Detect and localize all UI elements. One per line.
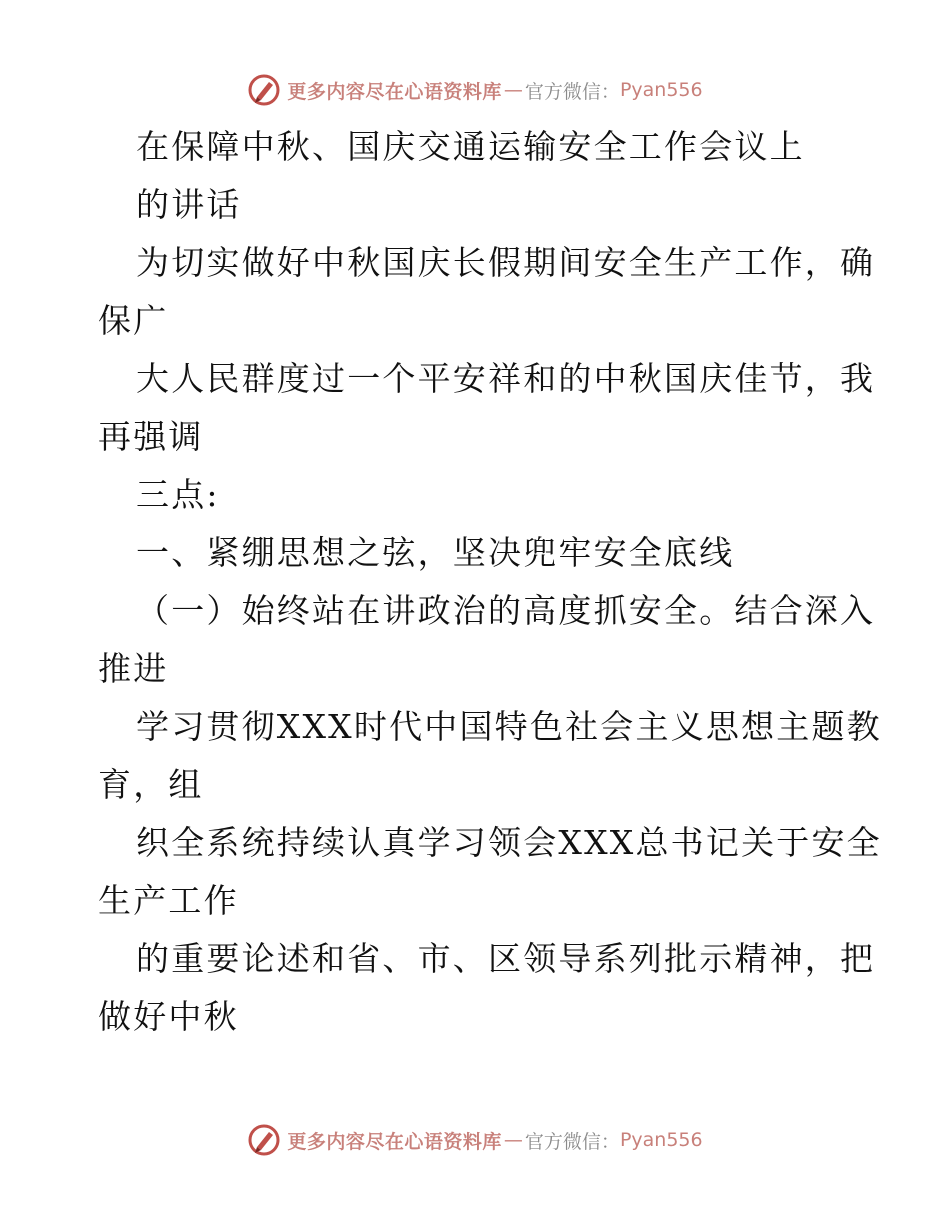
watermark-id: Pyan556 [619,79,703,101]
text-line: 再强调 [98,417,204,456]
footer-watermark [0,1120,950,1160]
text-line: 育，组 [98,765,204,804]
text-line: 的重要论述和省、市、区领导系列批示精神，把 [136,939,876,978]
text-line: 保广 [98,301,169,340]
watermark-id: Pyan556 [619,1129,703,1151]
watermark-dash: — [503,79,523,101]
text-line: 学习贯彻XXX时代中国特色社会主义思想主题教 [136,707,882,746]
text-line: 的讲话 [136,185,242,224]
pen-logo-icon [247,73,281,107]
document-body [98,118,882,1046]
text-line: 生产工作 [98,881,239,920]
text-line: 大人民群度过一个平安祥和的中秋国庆佳节，我 [136,359,876,398]
watermark-dash: — [503,1129,523,1151]
text-line: 一、紧绷思想之弦，坚决兜牢安全底线 [136,533,735,572]
text-line: 织全系统持续认真学习领会XXX总书记关于安全 [136,823,882,862]
watermark-label: 官方微信： [524,1130,620,1153]
text-line: 在保障中秋、国庆交通运输安全工作会议上 [136,127,805,166]
text-line: （一）始终站在讲政治的高度抓安全。结合深入 [136,591,876,630]
pen-logo-icon [247,1123,281,1157]
text-line: 做好中秋 [98,997,239,1036]
watermark-label: 官方微信： [524,80,620,103]
text-line: 推进 [98,649,169,688]
watermark-main-text: 更多内容尽在心语资料库 [287,1130,502,1153]
text-line: 三点: [136,475,220,514]
text-line: 为切实做好中秋国庆长假期间安全生产工作，确 [136,243,876,282]
header-watermark [0,70,950,110]
watermark-main-text: 更多内容尽在心语资料库 [287,80,502,103]
